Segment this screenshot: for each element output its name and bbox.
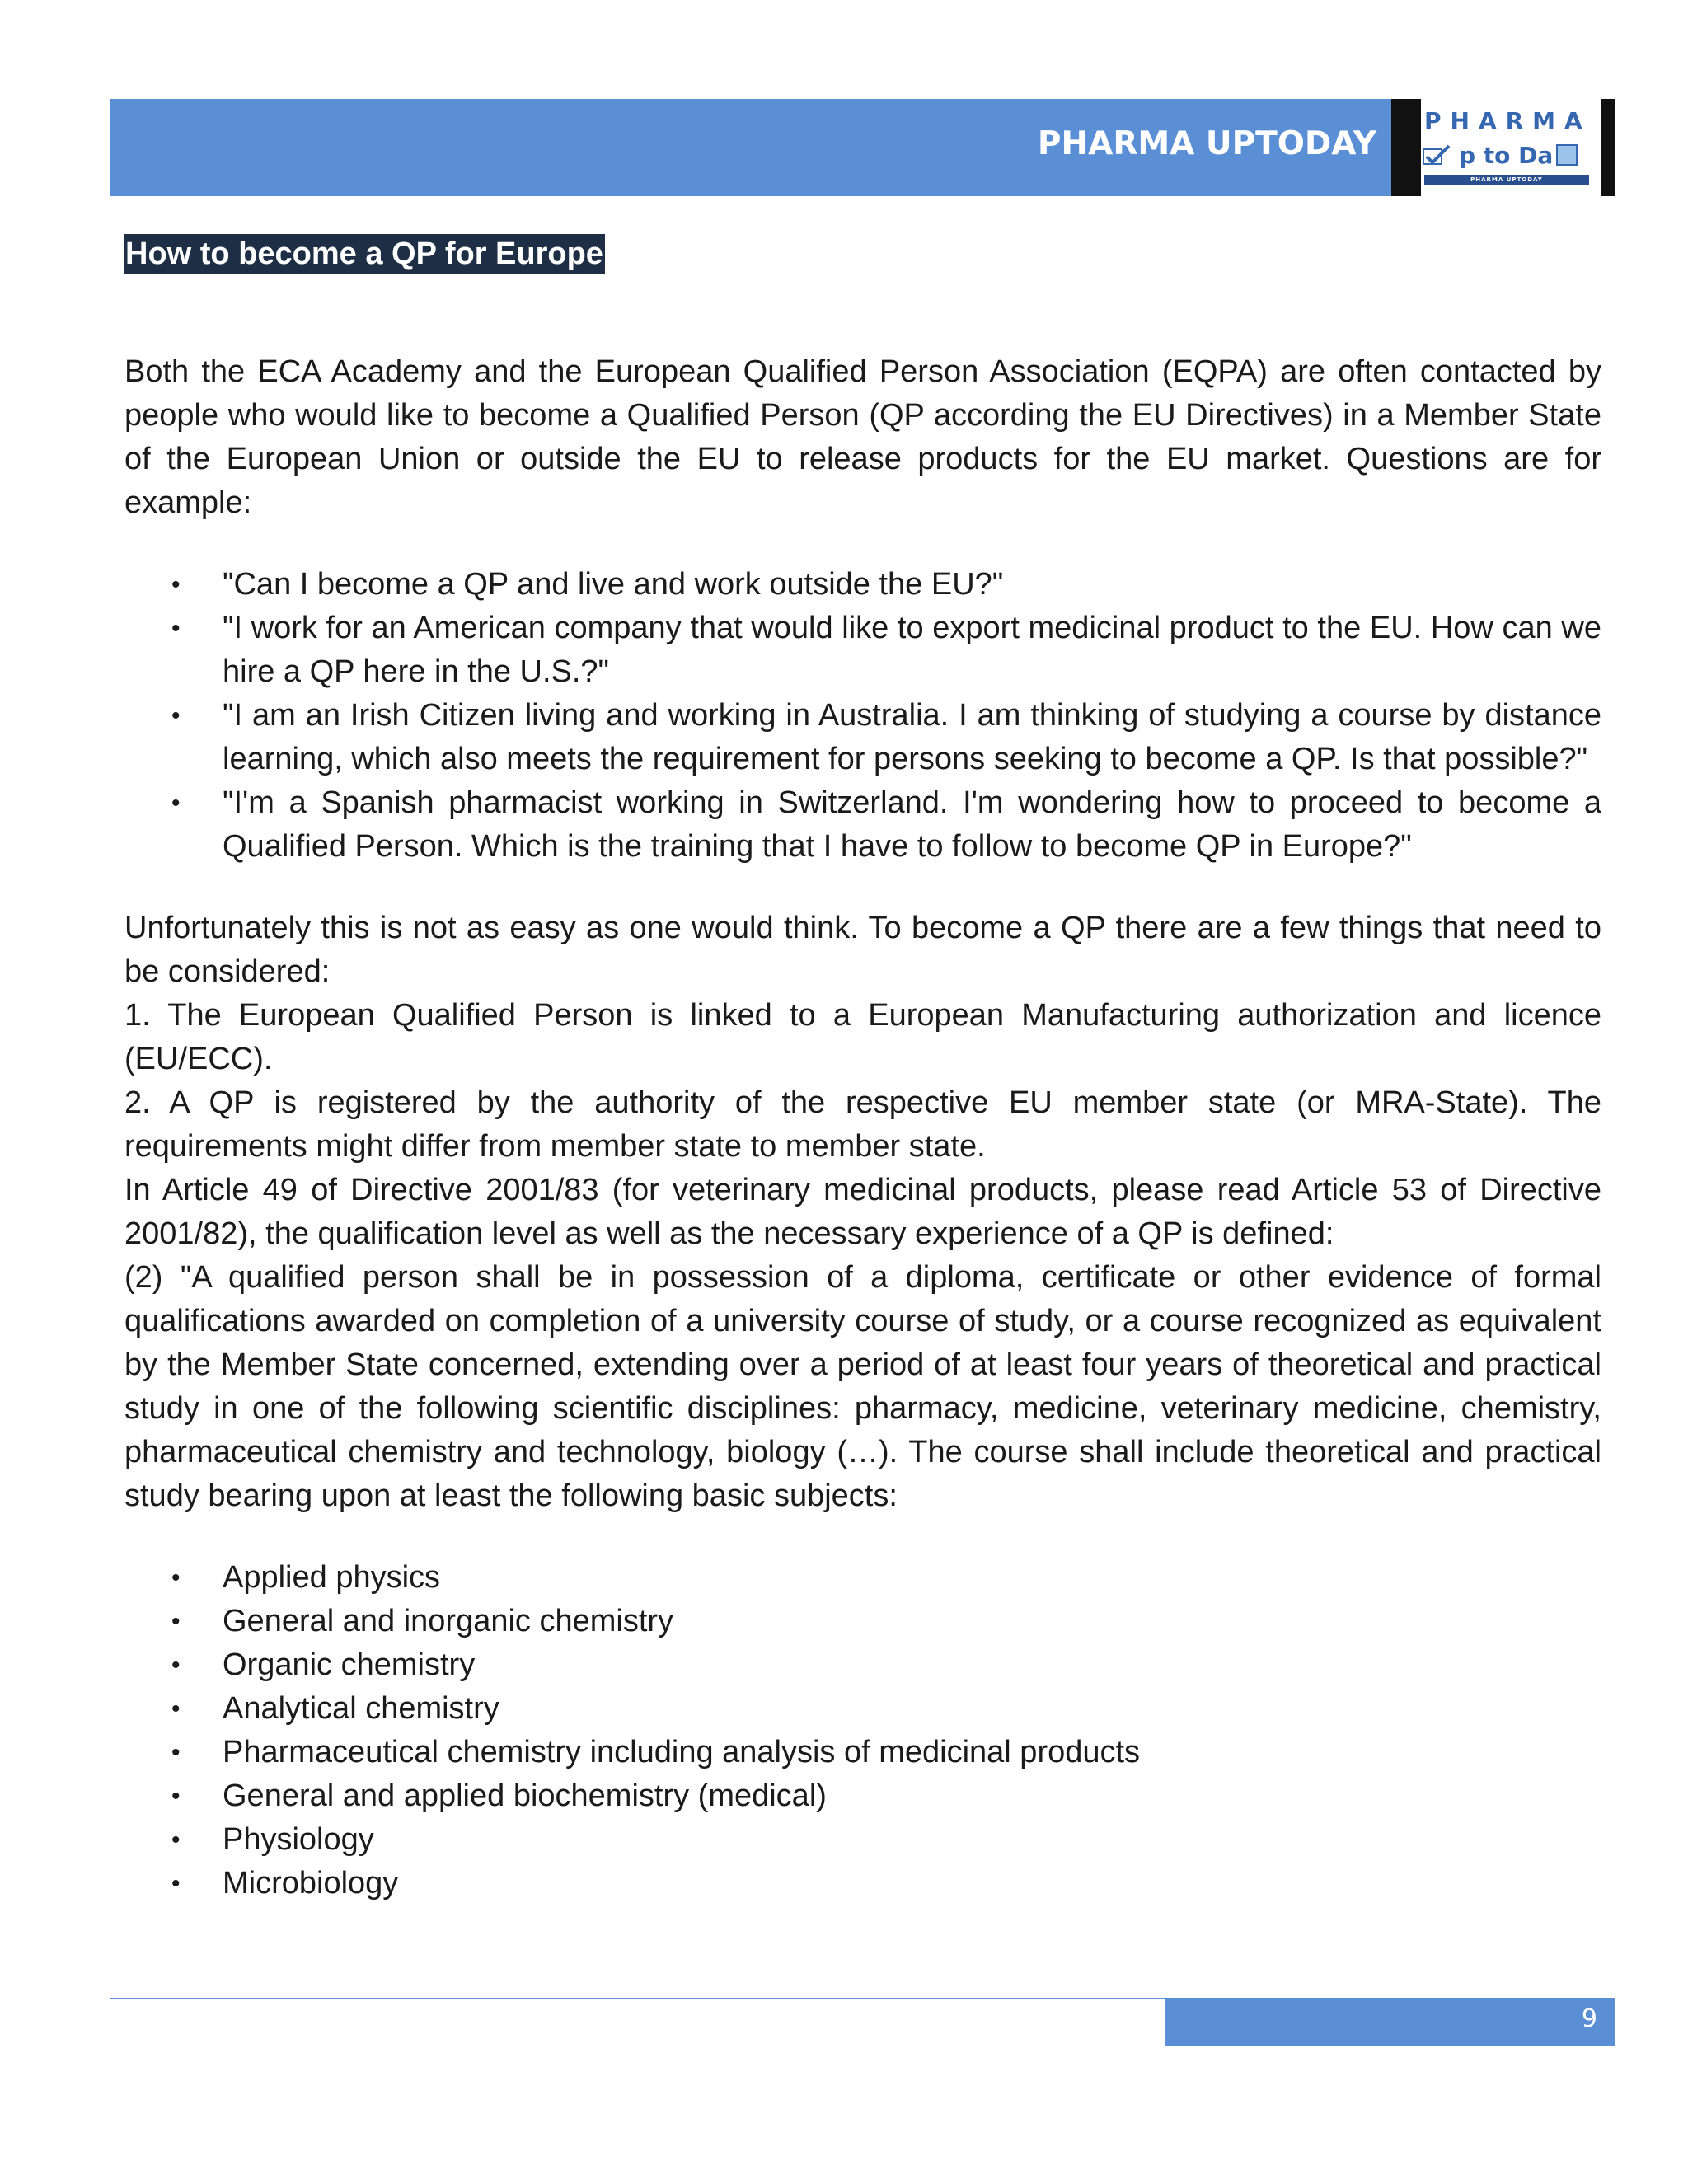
list-item: • General and inorganic chemistry <box>124 1600 1601 1643</box>
list-item: • "I am an Irish Citizen living and working in Australia. I am thinking of studying a course by distance learning, which also meets the requirement for persons seeking to become a QP. Is that possible?" <box>124 694 1601 781</box>
list-item: • Applied physics <box>124 1556 1601 1600</box>
list-item: • "I work for an American company that would like to export medicinal product to the EU. How can we hire a QP here in the U.S.?" <box>124 607 1601 694</box>
bullet-icon: • <box>171 790 181 817</box>
bullet-icon: • <box>171 702 181 729</box>
body-paragraph: 2. A QP is registered by the authority of the respective EU member state (or MRA-State). The requirements might differ from member state to member state. <box>124 1085 1601 1164</box>
list-item: • Analytical chemistry <box>124 1687 1601 1731</box>
document-body <box>124 350 1601 1905</box>
page-number: 9 <box>1581 2004 1597 2033</box>
list-item: • General and applied biochemistry (medical) <box>124 1774 1601 1818</box>
list-item: • Pharmaceutical chemistry including analysis of medicinal products <box>124 1731 1601 1774</box>
section-title: How to become a QP for Europe <box>124 234 605 274</box>
intro-paragraph: Both the ECA Academy and the European Qualified Person Association (EQPA) are often contacted by people who would like to become a Qualified Person (QP according the EU Directives) in a Member State of the European Union or outside the EU to release products for the EU market. Questions are for example: <box>124 354 1601 520</box>
body-paragraph: In Article 49 of Directive 2001/83 (for veterinary medicinal products, please read Article 53 of Directive 2001/82), the qualification level as well as the necessary experience of a QP is defined: <box>124 1173 1601 1251</box>
question-list <box>124 563 1601 869</box>
logo-top-text: PHARMA <box>1424 107 1592 134</box>
bullet-icon: • <box>171 1739 181 1766</box>
bullet-icon: • <box>171 1826 181 1854</box>
subject-list <box>124 1556 1601 1905</box>
checkmark-icon <box>1423 144 1451 166</box>
pharma-uptoday-logo <box>1391 99 1615 196</box>
footer-bar <box>1165 1998 1615 2046</box>
header-bar <box>110 99 1391 196</box>
list-item: • "Can I become a QP and live and work outside the EU?" <box>124 563 1601 607</box>
list-item: • "I'm a Spanish pharmacist working in Switzerland. I'm wondering how to proceed to become a Qualified Person. Which is the training that I have to follow to become QP in Europe?" <box>124 781 1601 869</box>
logo-strip-text: PHARMA UPTODAY <box>1424 175 1589 185</box>
header-title: PHARMA UPTODAY <box>1037 125 1376 162</box>
bullet-icon: • <box>171 1695 181 1722</box>
logo-middle-text: p to Da <box>1459 141 1554 169</box>
bullet-icon: • <box>171 1652 181 1679</box>
bullet-icon: • <box>171 615 181 642</box>
footer-rule <box>110 1998 1165 1999</box>
list-item: • Physiology <box>124 1818 1601 1862</box>
body-paragraph: 1. The European Qualified Person is linked to a European Manufacturing authorization and licence (EU/ECC). <box>124 998 1601 1076</box>
list-item: • Microbiology <box>124 1862 1601 1905</box>
bullet-icon: • <box>171 1870 181 1897</box>
bullet-icon: • <box>171 571 181 598</box>
bullet-icon: • <box>171 1608 181 1635</box>
bullet-icon: • <box>171 1564 181 1591</box>
body-paragraph: (2) "A qualified person shall be in possession of a diploma, certificate or other evidence of formal qualifications awarded on completion of a university course of study, or a course recognized as equivalent by the Member State concerned, extending over a period of at least four years of theoretical and practical study in one of the following scientific disciplines: pharmacy, medicine, veterinary medicine, chemistry, pharmaceutical chemistry and technology, biology (…). The course shall include theoretical and practical study bearing upon at least the following basic subjects: <box>124 1260 1601 1513</box>
logo-middle-row <box>1423 138 1597 171</box>
bullet-icon: • <box>171 1783 181 1810</box>
calendar-icon <box>1556 144 1578 166</box>
body-paragraph: Unfortunately this is not as easy as one would think. To become a QP there are a few things that need to be considered: <box>124 911 1601 989</box>
list-item: • Organic chemistry <box>124 1643 1601 1687</box>
